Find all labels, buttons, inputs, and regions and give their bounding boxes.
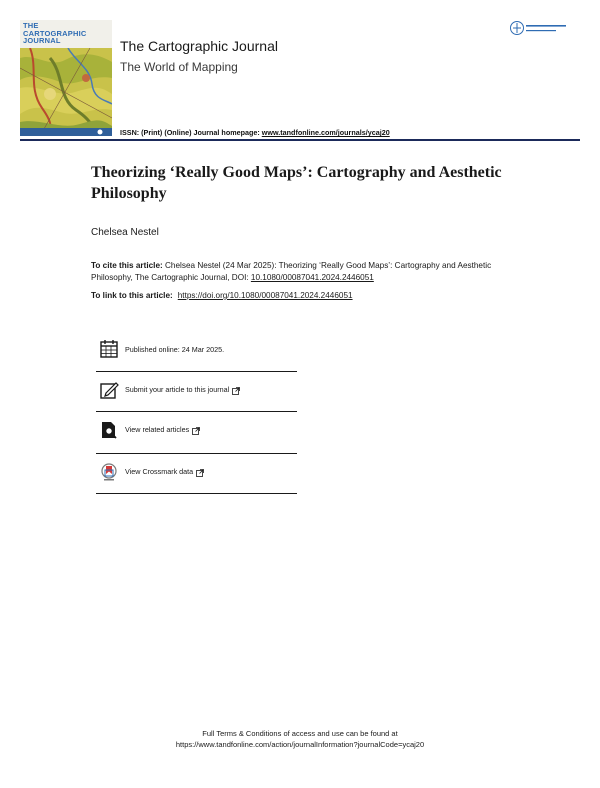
- footer: [0, 728, 600, 750]
- divider: [96, 493, 297, 494]
- footer-terms-url[interactable]: https://www.tandfonline.com/action/journalInformation?journalCode=ycaj20: [175, 740, 425, 749]
- submit-article-label: Submit your article to this journal: [125, 385, 230, 395]
- header-rule: [20, 139, 580, 141]
- cover-title-line: THE: [23, 21, 39, 30]
- submit-article-icon: [98, 379, 120, 401]
- published-online-row: [96, 331, 297, 367]
- taylor-francis-logo[interactable]: [510, 18, 580, 38]
- article-title: Theorizing ‘Really Good Maps’: Cartography and Aesthetic Philosophy: [91, 164, 502, 202]
- related-articles-row[interactable]: [96, 412, 297, 448]
- crossmark-label: View Crossmark data: [125, 467, 194, 477]
- crossmark-link[interactable]: [125, 467, 204, 476]
- footer-terms-text: Full Terms & Conditions of access and use can be found at: [202, 729, 398, 738]
- related-articles-icon: [98, 419, 120, 441]
- journal-name: The Cartographic Journal: [120, 38, 278, 54]
- author-name: Chelsea Nestel: [91, 227, 159, 238]
- link-label: To link to this article:: [91, 291, 173, 300]
- issn-homepage-line: [120, 128, 390, 137]
- cover-title: [23, 22, 93, 45]
- cover-title-line: JOURNAL: [23, 36, 61, 45]
- citation-label: To cite this article:: [91, 261, 163, 270]
- citation-block: [91, 260, 511, 283]
- submit-article-link[interactable]: [125, 385, 240, 394]
- journal-subtitle: The World of Mapping: [120, 60, 238, 74]
- cover-map-illustration: [20, 48, 112, 136]
- issn-label: ISSN: (Print) (Online) Journal homepage:: [120, 128, 262, 137]
- journal-cover-image[interactable]: [20, 20, 112, 136]
- related-articles-link[interactable]: [125, 425, 200, 434]
- article-link-row: [91, 291, 353, 300]
- crossmark-icon: [98, 461, 120, 483]
- external-link-icon: [196, 469, 204, 477]
- citation-text: Chelsea Nestel (24 Mar 2025): Theorizing ‘Really Good Maps’: Cartography and Aesthetic Philosophy, The Cartographic Journal, DOI:: [91, 261, 492, 282]
- journal-homepage-link[interactable]: www.tandfonline.com/journals/ycaj20: [261, 128, 390, 137]
- article-doi-url[interactable]: https://doi.org/10.1080/00087041.2024.2446051: [177, 291, 353, 300]
- cover-title-line: CARTOGRAPHIC: [23, 28, 87, 38]
- crossmark-row[interactable]: [96, 454, 297, 490]
- published-online-text: Published online: 24 Mar 2025.: [125, 344, 225, 354]
- submit-article-row[interactable]: [96, 372, 297, 408]
- related-articles-label: View related articles: [125, 425, 190, 435]
- external-link-icon: [232, 387, 240, 395]
- calendar-icon: [98, 338, 120, 360]
- external-link-icon: [192, 427, 200, 435]
- doi-link[interactable]: 10.1080/00087041.2024.2446051: [250, 272, 374, 282]
